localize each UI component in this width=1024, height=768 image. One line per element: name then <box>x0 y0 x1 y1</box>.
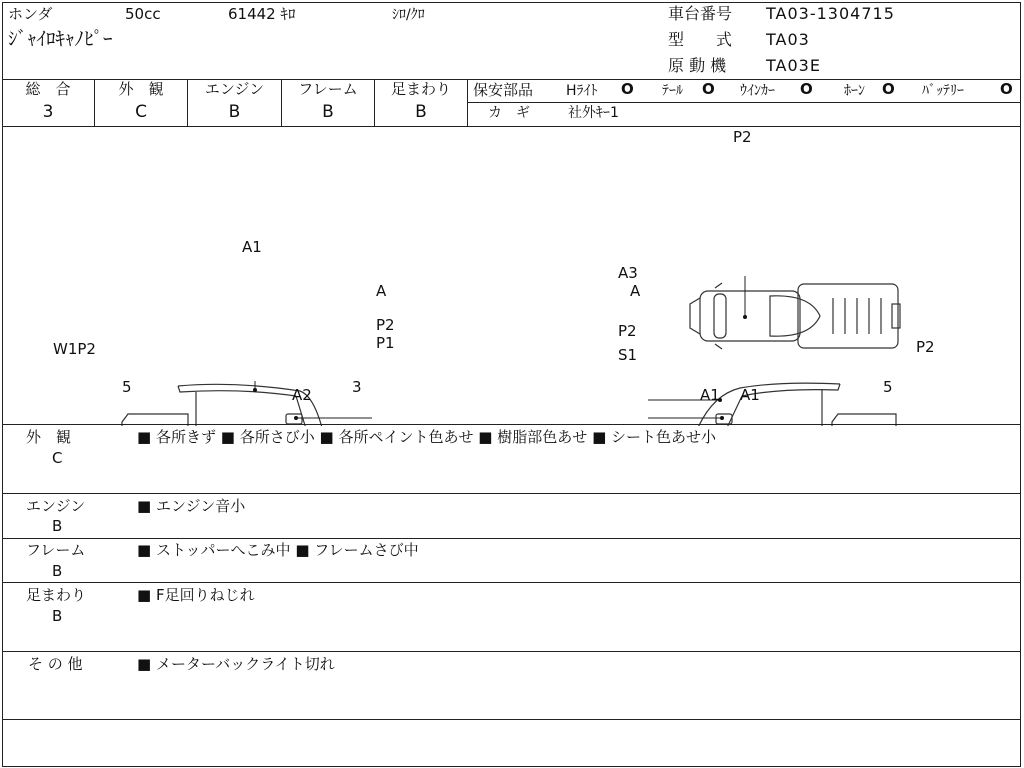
top-view <box>690 283 900 349</box>
side-view-right <box>662 383 900 426</box>
winker-status: O <box>800 80 813 98</box>
remark-item: シート色あせ小 <box>611 428 717 446</box>
right-a-label: A <box>630 282 641 300</box>
remark-items-engine <box>137 499 245 514</box>
engine-label: 原 動 機 <box>668 56 727 75</box>
exterior-label: 外 観 <box>118 80 164 98</box>
bullet: ■ <box>137 428 152 446</box>
frame-no: TA03-1304715 <box>766 4 895 23</box>
key-label: カ ギ <box>488 105 530 121</box>
remark-grade-suspension: B <box>52 607 63 625</box>
bullet: ■ <box>592 428 607 446</box>
remark-item: 各所きず <box>155 428 216 446</box>
headlight-status: O <box>621 80 634 98</box>
exterior-grade: C <box>135 102 147 122</box>
frame-no-label: 車台番号 <box>668 4 733 23</box>
remark-item: エンジン音小 <box>155 497 246 515</box>
safety-item-winker: ｳｲﾝｶｰ <box>740 83 775 99</box>
left-w1p2-label: W1P2 <box>53 340 96 358</box>
safety-divider <box>468 102 1021 103</box>
engine-grade: B <box>228 102 241 122</box>
bullet: ■ <box>295 541 310 559</box>
remark-item: 各所さび小 <box>239 428 315 446</box>
left-p1-label: P1 <box>376 334 395 352</box>
remark-item: メーターバックライト切れ <box>155 655 335 673</box>
safety-item-tail: ﾃｰﾙ <box>662 83 683 99</box>
type-value: TA03 <box>766 30 810 49</box>
remark-label-frame: フレーム <box>26 541 86 559</box>
remarks-divider <box>2 651 1021 652</box>
remarks-top-border <box>2 424 1021 425</box>
suspension-grade-label: 足まわり <box>390 80 451 98</box>
left-front-wheel-label: 3 <box>352 378 362 396</box>
left-a-label: A <box>376 282 387 300</box>
displacement: 50cc <box>125 5 161 23</box>
right-p2-label: P2 <box>618 322 637 340</box>
vehicle-diagram <box>0 126 1024 426</box>
remark-label-suspension: 足まわり <box>26 586 87 604</box>
remark-items-exterior <box>137 430 716 445</box>
maker: ホンダ <box>8 5 53 23</box>
remark-item: 樹脂部色あせ <box>497 428 588 446</box>
right-a3-label: A3 <box>618 264 638 282</box>
side-view-left <box>120 384 356 426</box>
left-rear-wheel-label: 5 <box>122 378 132 396</box>
right-p2-rear-label: P2 <box>916 338 935 356</box>
top-view-p2-label: P2 <box>733 128 752 146</box>
safety-item-headlight: Hﾗｲﾄ <box>566 83 598 99</box>
bullet: ■ <box>478 428 493 446</box>
frame-grade: B <box>322 102 334 122</box>
right-a1-label-2: A1 <box>740 386 760 404</box>
remark-items-frame <box>137 543 419 558</box>
remark-item: F足回りねじれ <box>155 586 255 604</box>
type-label: 型 式 <box>668 30 733 49</box>
right-s1-label: S1 <box>618 346 638 364</box>
remark-item: フレームさび中 <box>314 541 419 559</box>
engine-grade-label: エンジン <box>204 80 265 98</box>
bullet: ■ <box>137 655 152 673</box>
remark-items-suspension <box>137 588 255 603</box>
remark-items-other <box>137 657 335 672</box>
remarks-divider <box>2 493 1021 494</box>
bullet: ■ <box>137 497 152 515</box>
remark-item: 各所ペイント色あせ <box>338 428 474 446</box>
remark-grade-engine: B <box>52 517 63 535</box>
remarks-divider <box>2 582 1021 583</box>
mileage: 61442 ｷﾛ <box>228 5 296 23</box>
overall-grade: 3 <box>42 102 54 122</box>
frame-grade-label: フレーム <box>298 80 358 98</box>
remarks-divider <box>2 538 1021 539</box>
safety-label: 保安部品 <box>473 81 534 99</box>
left-a1-label: A1 <box>242 238 262 256</box>
remark-label-exterior: 外 観 <box>26 428 72 446</box>
right-rear-wheel-label: 5 <box>883 378 893 396</box>
remark-label-engine: エンジン <box>26 497 86 515</box>
left-p2-label: P2 <box>376 316 395 334</box>
left-a2-label: A2 <box>292 386 312 404</box>
key-value: 社外ｷｰ1 <box>568 105 619 121</box>
model-name: ｼﾞｬｲﾛｷｬﾉﾋﾟｰ <box>8 28 113 50</box>
color: ｼﾛ/ｸﾛ <box>392 7 425 23</box>
remark-grade-exterior: C <box>52 449 63 467</box>
tail-status: O <box>702 80 715 98</box>
suspension-grade: B <box>415 102 427 122</box>
bullet: ■ <box>137 586 152 604</box>
engine-value: TA03E <box>766 56 821 75</box>
remark-item: ストッパーへこみ中 <box>155 541 291 559</box>
safety-item-horn: ﾎｰﾝ <box>844 83 865 99</box>
remarks-divider <box>2 719 1021 720</box>
bullet: ■ <box>137 541 152 559</box>
battery-status: O <box>1000 80 1013 98</box>
safety-item-battery: ﾊﾞｯﾃﾘｰ <box>922 83 964 99</box>
grade-col-divider <box>467 79 468 126</box>
bullet: ■ <box>220 428 235 446</box>
remark-label-other: そ の 他 <box>28 655 83 673</box>
overall-label: 総 合 <box>25 80 71 98</box>
right-a1-label-1: A1 <box>700 386 720 404</box>
bullet: ■ <box>319 428 334 446</box>
horn-status: O <box>882 80 895 98</box>
remark-grade-frame: B <box>52 562 63 580</box>
